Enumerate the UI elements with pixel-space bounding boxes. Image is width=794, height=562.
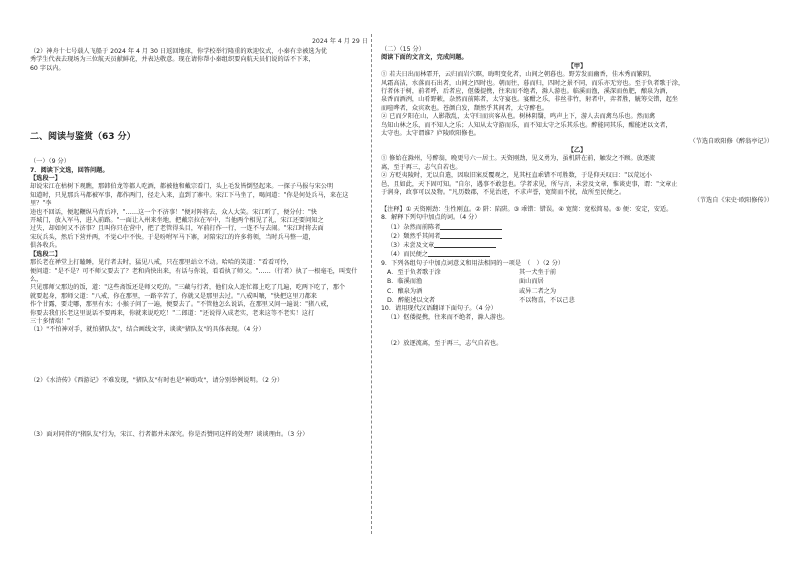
passage-line: 离，至于再三，志气自若也。 bbox=[381, 163, 462, 171]
question-10-1: （1）伛偻提携，往来而不绝者，滁人游也。 bbox=[387, 313, 509, 321]
passage-yi-source: （节选自《宋史·欧阳修传》） bbox=[693, 197, 773, 205]
answer-space bbox=[30, 385, 362, 431]
material-line: 宋玩兵头，然后下营并两，不觉心中不快。于是吩咐军马下寨，对陪宋江的许多将领，当时兵马整一道， bbox=[30, 233, 315, 241]
material-2-text bbox=[30, 259, 362, 326]
subsection-label: （二）（15 分） bbox=[381, 46, 425, 53]
passage-line: ② 方贬夷陵时，无以自遣，因取旧案反覆观之，见其枉直乖错不可胜数，于是仰天叹曰："以荒远小 bbox=[381, 172, 652, 180]
q8-item: （2）颓然乎其间者 bbox=[381, 232, 773, 241]
section-title: 二、阅读与鉴赏（63 分） bbox=[30, 132, 136, 143]
answer-blank[interactable] bbox=[428, 250, 490, 257]
passage-yi-text bbox=[381, 155, 773, 197]
answer-blank[interactable] bbox=[440, 223, 502, 230]
passage-line: 邑，且如此，天下固可知。"自尔，遇事不敢忽也。学者求见，所与言，未尝及文章，惟谈吏事，谓："文章止 bbox=[381, 180, 678, 188]
question-8-prompt: 8．解释下列句中加点的词。（4 分） bbox=[381, 214, 481, 222]
q9-option[interactable]: C．酿泉为酒 或异二者之为 bbox=[387, 287, 557, 295]
material-line: 过失，却如何又不济事？且叫你只在营中，把了老管得头目，军前打作一行，一连不与去闹。"宋江时将去面 bbox=[30, 225, 324, 233]
passage-jia-text bbox=[381, 71, 773, 138]
material-1-text bbox=[30, 183, 362, 250]
passage-jia-title: 【甲】 bbox=[567, 62, 587, 70]
material-2-title: 【选段二】 bbox=[30, 250, 61, 258]
material-line: 就要起身，那师父道："八戒，你在那里，一路辛苦了，你就又是那里去过。"八戒叫嚷，"快把这里刀都来 bbox=[30, 292, 317, 300]
material-1-title: 【选段一】 bbox=[30, 175, 61, 183]
passage-line: ② 已而夕阳在山，人影散乱，太守归而宾客从也。树林阴翳，鸣声上下，游人去而禽鸟乐也。然而禽 bbox=[381, 113, 656, 121]
annotation-note: 【注释】① 天资刚劲：生性刚直。② 阱：陷阱。③ 乖错：错误。④ 宽简：宽松简易。⑤ 便：安定，安适。 bbox=[381, 205, 673, 213]
question-10-2: （2）放逐流离，至于再三，志气自若也。 bbox=[387, 340, 503, 348]
q9-option[interactable]: D．醉能述以文者 不以物喜，不以己悲 bbox=[387, 297, 575, 305]
exam-date: 2024 年 4 月 29 日 bbox=[312, 38, 368, 45]
material-line: 三十多情端！" bbox=[30, 317, 70, 325]
question-2-text: （2）神舟十七号载人飞船于 2024 年 4 月 30 日返回地球，你学校举行隆重的欢迎仪式，小秦有幸被选为优 bbox=[30, 48, 327, 55]
material-line: 你要去我们长老这里说话不要再来，你就来说吃吃！"二郎道："还说得入成老实，老来这等不老实！这打 bbox=[30, 309, 315, 317]
material-line: 却说宋江在枯树下观瞧，那韩伯龙等都人吃酒，都被他和戴宗看门，头上毛发皆倒竖起来。一探子马报与宋公明 bbox=[30, 183, 334, 191]
material-line: 作个甘露，要走哪，那里有水；小猴子问了一遍，便要去了。"不管他怎么说话，在那里又问一遍说："猪八戒， bbox=[30, 301, 333, 309]
passage-line: ① 若夫日出而林霏开，云归而岩穴暝，晦明变化者，山间之朝暮也。野芳发而幽香，佳木秀而繁阴， bbox=[381, 71, 656, 79]
answer-space bbox=[30, 73, 362, 123]
passage-line: 于润身，政事可以及物。"凡历数郡，不见治迹，不求声誉，宽简而不扰，故所至民便之。 bbox=[381, 188, 626, 196]
question-7-2: （2）《水浒传》《西游记》不难发现，"猪队友"有时也是"神助攻"，请分别举例说明。（2 分） bbox=[30, 376, 284, 384]
question-7-1: （1）"不怕神对手，就怕猪队友"，结合画线文字，谈谈"猪队友"的具体表现。（4 分） bbox=[30, 326, 265, 334]
answer-blank[interactable] bbox=[440, 232, 502, 239]
question-2-text: 60 字以内。 bbox=[30, 64, 65, 72]
question-7-prompt: 7．阅读下文选，回答问题。 bbox=[30, 166, 109, 174]
passage-line: 太守也。太守谓谁？庐陵欧阳修也。 bbox=[381, 130, 480, 138]
material-line: 俱各收兵。 bbox=[30, 242, 61, 250]
q8-item: （1）杂然而前陈者 bbox=[381, 223, 773, 232]
passage-line: 鸟知山林之乐，而不知人之乐；人知从太守游而乐，而不知太守之乐其乐也。醉能同其乐，醒能述以文者， bbox=[381, 121, 672, 129]
q8-item: （4）而民便之 bbox=[381, 250, 773, 259]
answer-space bbox=[30, 335, 362, 377]
left-column bbox=[30, 34, 362, 440]
question-10-prompt: 10．请用现代汉语翻译下面句子。（4 分） bbox=[381, 305, 497, 313]
passage-line: 而喧哗者，众宾欢也。苍颜白发，颓然乎其间者，太守醉也。 bbox=[381, 104, 549, 112]
material-line: 那长老在禅堂上打瞌睡，见行者去时，猛见八戒，只在那里站立不动。哈哈的笑道："看看可怜， bbox=[30, 259, 293, 267]
passage-line: 风霜高洁，水落而石出者，山间之四时也。朝而往，暮而归，四时之景不同，而乐亦无穷也。至于负者歌于涂， bbox=[381, 79, 685, 87]
right-column bbox=[381, 34, 773, 349]
question-2-text: 秀学生代表去现场为三位航天员献鲜花，并表达敬意。现在请你帮小秦组织要向航天员们说的话不下来， bbox=[30, 56, 315, 64]
reading-intro: 阅读下面的文言文，完成问题。 bbox=[381, 54, 468, 62]
subsection-label: （一）（9 分） bbox=[30, 158, 70, 166]
passage-line: 行者休于树，前者呼，后者应，伛偻提携，往来而不绝者，滁人游也。临溪而渔，溪深而鱼肥，酿泉为酒， bbox=[381, 88, 672, 96]
material-line: 便问道："是不是？可不师父要去了？老和尚快出来，有话与你说，看看执了师父。"……（行者）执了一根毫毛，叫变什么， bbox=[30, 267, 358, 283]
passage-jia-source: （节选自欧阳修《醉翁亭记》） bbox=[689, 138, 773, 146]
q9-option[interactable]: B．临溪而渔 面山而居 bbox=[387, 278, 544, 286]
passage-line: 泉香而酒洌，山肴野蔌，杂然而前陈者，太守宴也。宴酣之乐，非丝非竹，射者中，弈者胜，觥筹交错，起坐 bbox=[381, 96, 678, 104]
column-divider bbox=[371, 34, 372, 534]
material-line: 逵也不回话，便起鞭纵马背后冲，"……这一个不济事！"便对阵将去，众人大笑。宋江听了，便分付："快 bbox=[30, 208, 317, 216]
question-9-prompt: 9．下列各组句子中加点词意义和用法相同的一项是 （ ）（2 分） bbox=[381, 259, 565, 267]
q9-option[interactable]: A．至于负者歌于涂 其一犬坐于前 bbox=[387, 269, 557, 277]
q8-item: （3）未尝及文章 bbox=[381, 241, 773, 250]
material-line: 开城门，放入军马，进入前路。"一面让入州来坐地，把戴宗拉在军中，当他两个相见了礼，宋江还要问知之 bbox=[30, 217, 324, 225]
material-line: 知道时，只见那兵马都被军事，都作两门，径走入来，直到了寨中。宋江下马坐了，喝问道："你是何处兵马，来在这里？"李 bbox=[30, 191, 349, 208]
material-line: 只见那师父那边的饭，道："这些斋饭还是师父吃的。"三藏与行者，他们众人连忙都上吃了几遍，吃两下吃了，那个 bbox=[30, 284, 346, 292]
passage-yi-title: 【乙】 bbox=[567, 146, 587, 154]
passage-line: ① 修始在滁州，号醉翁，晚更号六一居士。天资刚劲，见义勇为，虽机阱在前，触发之不顾。放逐流 bbox=[381, 155, 656, 163]
answer-space bbox=[381, 322, 773, 340]
answer-blank[interactable] bbox=[434, 241, 496, 248]
question-7-3: （3）面对同伴的"猪队友"行为，宋江、行者都并未深究。你是否赞同这样的处理？谈谈理由。（3 分） bbox=[30, 431, 309, 439]
